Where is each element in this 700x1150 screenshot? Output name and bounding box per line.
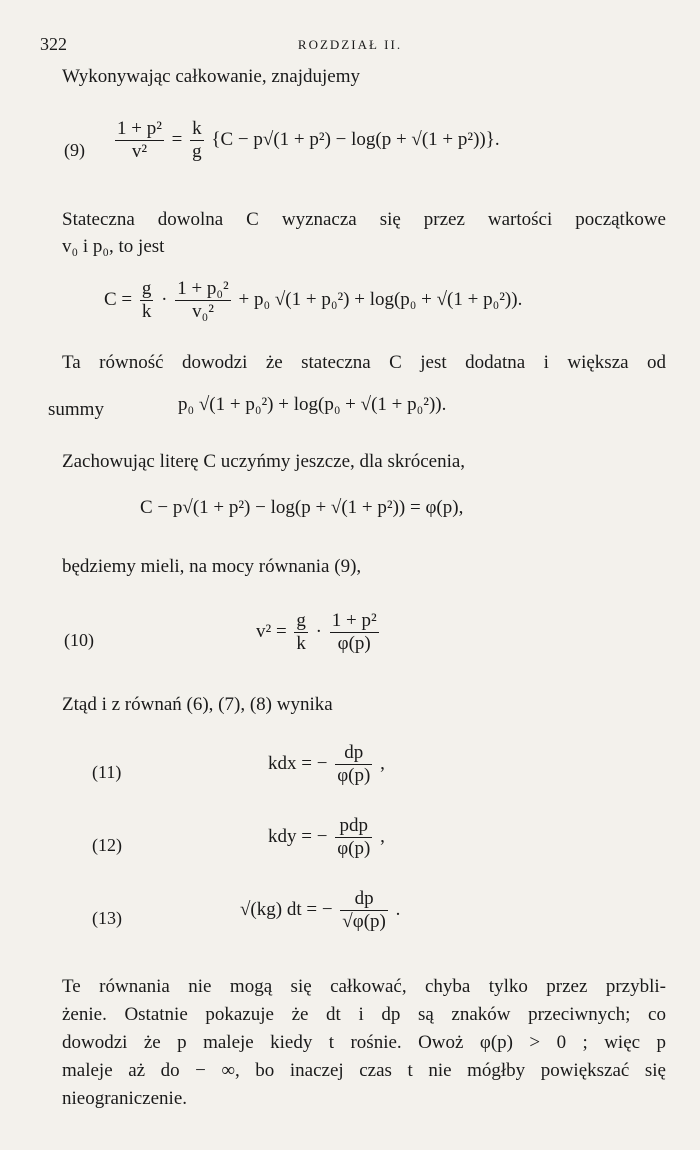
equation-number-11: (11) [92,762,122,782]
equation-number-12: (12) [92,835,122,855]
equation-number-9: (9) [64,140,85,160]
paragraph-final-line3: dowodzi że p maleje kiedy t rośnie. Owoż φ(p) > 0 ; więc p [62,1032,666,1053]
paragraph-final-line4: maleje aż do − ∞, bo inaczej czas t nie mógłby powiększać się [62,1060,666,1081]
equation-9-rhs: {C − p√(1 + p²) − log(p + √(1 + p²))}. [211,128,500,150]
equation-11: kdx = − $\frac{dp}{\varphi(p)}$ , [268,742,385,786]
running-head: ROZDZIAŁ II. [297,37,403,52]
equation-9-kg-fraction: $\frac{k}{g}$ [192,118,202,162]
paragraph-final-line2: żenie. Ostatnie pokazuje że dt i dp są znaków przeciwnych; co [62,1004,666,1025]
paragraph-from-equations: Ztąd i z równań (6), (7), (8) wynika [62,694,333,715]
page-header [40,34,660,56]
equation-sum: p₀ √(1 + p₀²) + log(p₀ + √(1 + p₀²)). [178,394,447,415]
paragraph-intro: Wykonywając całkowanie, znajdujemy [62,66,360,87]
equation-13: √(kg) dt = − $\frac{dp}{√\varphi(p)}$ . [240,888,401,932]
paragraph-inequality-line2: summy [48,399,104,420]
equation-10: v² = $\frac{g}{k}$ · $\frac{\text{1 + p²}}{\varphi(p)}$ [256,610,377,654]
paragraph-final-line5: nieograniczenie. [62,1088,188,1109]
equation-number-10: (10) [64,630,94,650]
equation-number-13: (13) [92,908,122,928]
page-number: 322 [40,34,67,54]
equation-9: $\frac{\text{1 + p²}}{\text{v²}}$ = $\frac{k}{g}$ {C − p√(1 + p²) − log(p + √(1 + p²))}. [117,118,500,162]
equation-12: kdy = − $\frac{\text{pdp}}{\varphi(p)}$ , [268,815,385,859]
paragraph-abbreviation: Zachowując literę C uczyńmy jeszcze, dla skrócenia, [62,451,466,472]
paragraph-constant-line1: Stateczna dowolna C wyznacza się przez wartości początkowe [62,209,666,230]
paragraph-inequality-line1: Ta równość dowodzi że stateczna C jest dodatna i większa od [62,352,666,373]
equation-phi-definition: C − p√(1 + p²) − log(p + √(1 + p²)) = φ(p), [140,497,464,518]
paragraph-final-line1: Te równania nie mogą się całkować, chyba tylko przez przybli- [62,976,666,997]
paragraph-by-equation-9: będziemy mieli, na mocy równania (9), [62,556,362,577]
equation-constant-c: C = $\frac{g}{k}$ · $\frac{\text{1 + p₀²}}{\text{v₀²}}$ + p₀ √(1 + p₀²) + log(p₀ + √(1 + p₀²)). [104,278,523,322]
paragraph-constant-line2: v₀ i p₀, to jest [62,236,165,257]
equation-9-lhs-fraction: $\frac{\text{1 + p²}}{\text{v²}}$ [117,118,162,162]
